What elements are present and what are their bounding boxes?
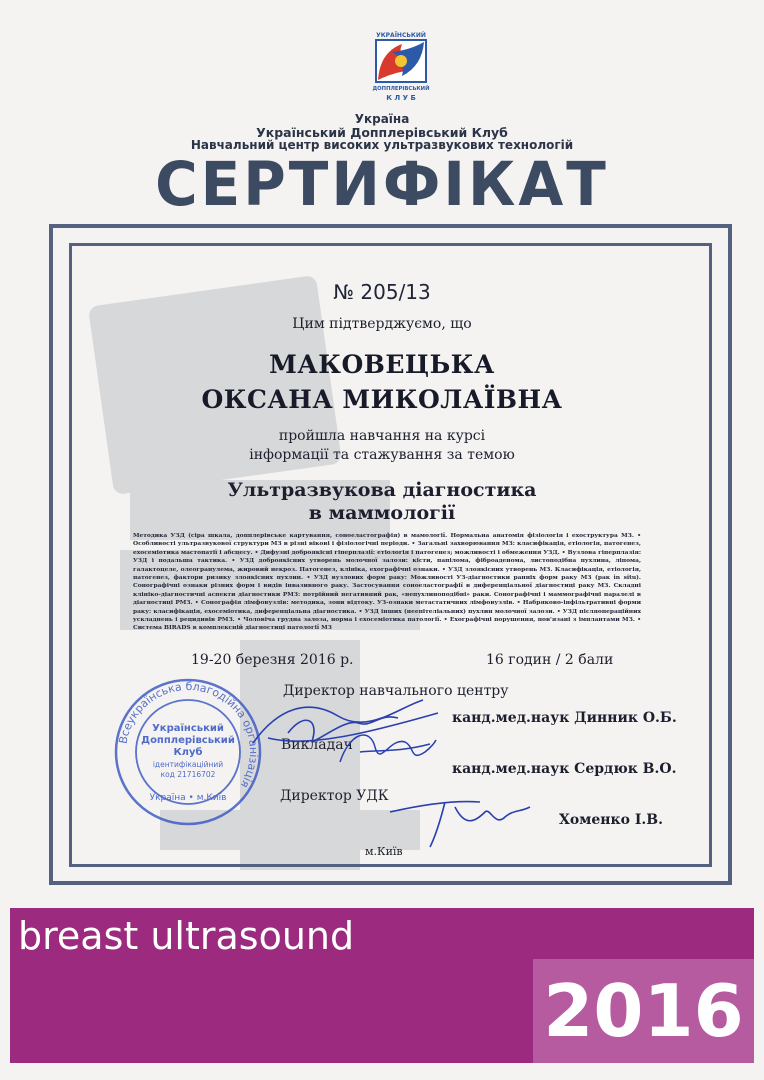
course-date: 19-20 березня 2016 р. xyxy=(191,652,354,668)
stamp-outer-text: Всеукраїнська благодійна організація xyxy=(116,679,261,791)
course-topic-line2: в маммології xyxy=(308,502,456,524)
signatory-name-director-center: канд.мед.наук Динник О.Б. xyxy=(452,710,677,726)
certificate-title: СЕРТИФІКАТ xyxy=(155,148,609,220)
city-label: м.Київ xyxy=(365,845,403,858)
course-syllabus: Методика УЗД (сіра шкала, допплерівське картування, соноеластографія) в мамології. Нормальна анатомія фізіологія і ехоструктура МЗ. • Особливості ультразвукової структури МЗ в різні вікові і фізіологічні періоди. • Загальні захворювання МЗ: класифікація, етіологія, патогенез, ехосеміотика мастопатії і абсцесу. • Дифузні доброякісні гіперплазії: етіологія і патогенез; можливості і обмеження УЗД. • Вузлова гіперплазія: УЗД і подальша тактика. • УЗД доброякісних утворень молочної залози: кісти, папілома, фіброаденома, листоподібна пухлина, ліпома, галактоцеле, олеогранулема, жировий некроз. Патогенез, клініка, ехографічні ознаки. • УЗД злоякісних утворень МЗ. Класифікація, етіологія, патогенез, фактори ризику злоякісних пухлин. • УЗД вузлових форм раку: Можливості УЗ-діагностики ранніх форм раку МЗ (рак in situ). Сонографічні ознаки різних форм і видів інвазивного раку. Застосування соноеластографії в диференціальної діагностиці раку МЗ. Складні клініко-діагностичні аспекти діагностики РМЗ: потрійний негативний рак, «непухлиноподібні» раки. Сонографічні і маммографічні паралелі в діагностиці РМЗ. • Сонографія лімфовузлів: методика, зони відтоку. УЗ-ознаки метастатичних лімфовузлів. • Набряково-інфільтративні форми раку: класифікація, ехосеміотика, диференціальна діагностика. • УЗД інших (неепітеліальних) пухлин молочної залози. • УЗД післяопераційних ускладнень і рецидивів РМЗ. • Чоловіча грудна залоза, норма і ехосеміотика патології. • Ехографічні порушення, пов'язані з імплантами МЗ. • Система BIRADS в комплексній діагностиці патології МЗ xyxy=(133,532,641,632)
signatory-role-director-center: Директор навчального центру xyxy=(283,683,509,699)
course-topic-line1: Ультразвукова діагностика xyxy=(227,479,537,501)
club-logo xyxy=(372,30,430,104)
signature-lecturer xyxy=(330,722,440,772)
stamp-inner-line5: код 21716702 xyxy=(160,770,216,779)
stamp-bottom-text: Україна • м.Київ xyxy=(149,793,227,803)
stamp-inner-line1: Український xyxy=(152,723,224,734)
country-label: Україна xyxy=(354,112,410,126)
course-text-line1: пройшла навчання на курсі xyxy=(278,428,486,444)
stamp-inner-line4: ідентифікаційний xyxy=(152,760,224,769)
signatory-role-director-udk: Директор УДК xyxy=(280,788,389,804)
signatory-name-lecturer: канд.мед.наук Сердюк В.О. xyxy=(452,761,677,777)
banner-title: breast ultrasound xyxy=(18,914,355,958)
official-stamp xyxy=(113,677,263,827)
banner-year: 2016 xyxy=(543,969,744,1053)
signatory-name-director-udk: Хоменко І.В. xyxy=(559,812,663,828)
logo-top-text: УКРАЇНСЬКИЙ xyxy=(376,32,426,39)
stamp-inner-line3: Клуб xyxy=(173,747,203,758)
signature-director-udk xyxy=(385,782,535,852)
stamp-inner-line2: Допплерівський xyxy=(141,735,235,746)
training-center-name: Навчальний центр високих ультразвукових технологій xyxy=(190,138,574,152)
recipient-surname: МАКОВЕЦЬКА xyxy=(269,350,495,379)
club-name: Український Допплерівський Клуб xyxy=(256,125,508,140)
course-text-line2: інформації та стажування за темою xyxy=(249,447,515,463)
certificate-number: № 205/13 xyxy=(333,280,431,304)
course-hours: 16 годин / 2 бали xyxy=(486,652,614,668)
logo-club-text: К Л У Б xyxy=(386,94,416,102)
signatory-role-lecturer: Викладач xyxy=(281,737,353,753)
recipient-given-names: ОКСАНА МИКОЛАЇВНА xyxy=(201,385,563,414)
logo-bottom-text: ДОППЛЕРІВСЬКИЙ xyxy=(372,86,430,92)
confirmation-text: Цим підтверджуємо, що xyxy=(292,316,472,332)
